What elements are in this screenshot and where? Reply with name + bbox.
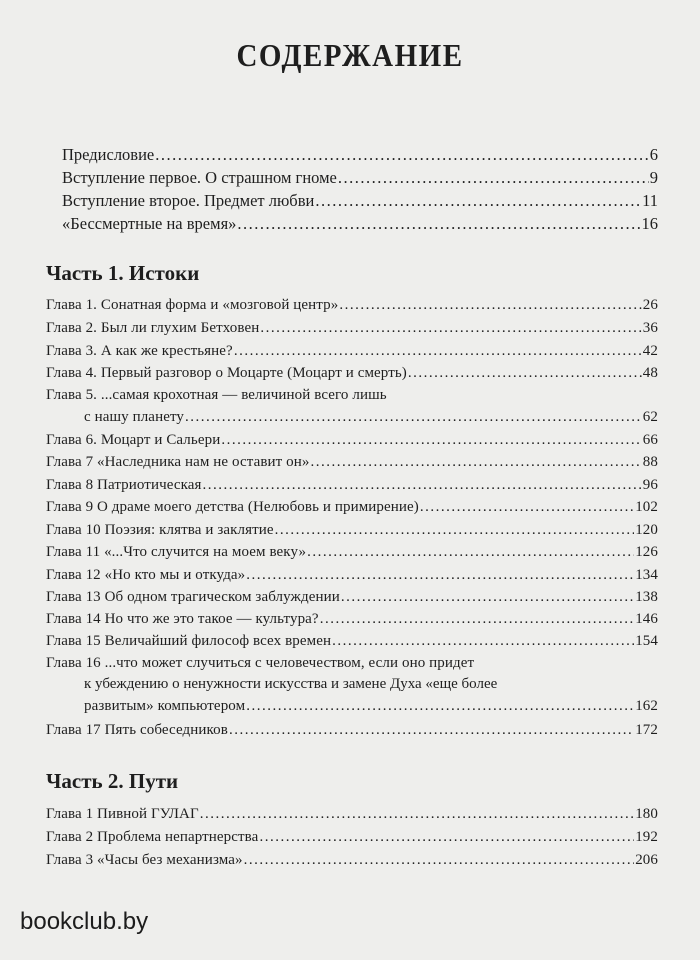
toc-entry xyxy=(46,365,658,387)
dot-leader xyxy=(320,611,634,628)
toc-entry-page: 62 xyxy=(642,409,658,425)
toc-entry xyxy=(46,829,658,851)
toc-entry xyxy=(46,633,658,655)
toc-entry-page: 6 xyxy=(649,145,658,164)
toc-entry xyxy=(46,454,658,476)
toc-entry xyxy=(84,409,658,431)
toc-entry-page: 162 xyxy=(635,698,658,714)
toc-entry-label: Глава 2. Был ли глухим Бетховен xyxy=(46,320,260,336)
toc-entry-page: 96 xyxy=(642,477,658,493)
toc-entry-label: Глава 1 Пивной ГУЛАГ xyxy=(46,806,199,822)
toc-entry xyxy=(46,611,658,633)
toc-entry-label: Глава 10 Поэзия: клятва и заклятие xyxy=(46,522,274,538)
toc-entry-label: Глава 12 «Но кто мы и откуда» xyxy=(46,567,246,583)
dot-leader xyxy=(408,365,642,382)
toc-entry-page: 42 xyxy=(642,343,658,359)
toc-entry xyxy=(46,499,658,521)
toc-entry-line xyxy=(46,387,658,409)
toc-entry-label: Глава 14 Но что же это такое — культура? xyxy=(46,611,319,627)
dot-leader xyxy=(332,633,634,650)
toc-entry-label: Глава 15 Величайший философ всех времен xyxy=(46,633,332,649)
dot-leader xyxy=(338,168,649,188)
toc-entry xyxy=(46,343,658,365)
dot-leader xyxy=(339,297,641,314)
toc-entry xyxy=(84,698,658,720)
dot-leader xyxy=(246,698,634,715)
toc-entry-page: 26 xyxy=(642,297,658,313)
toc-entry-label: Глава 7 «Наследника нам не оставит он» xyxy=(46,454,310,470)
dot-leader xyxy=(234,343,642,360)
toc-entry-page: 192 xyxy=(635,829,658,845)
toc-entry-label: Глава 5. ...самая крохотная — величиной всего лишь xyxy=(46,387,387,403)
toc-entry xyxy=(46,852,658,874)
toc-entry xyxy=(62,191,658,215)
toc-entry-label: Глава 4. Первый разговор о Моцарте (Моцарт и смерть) xyxy=(46,365,407,381)
toc-entry xyxy=(62,168,658,192)
dot-leader xyxy=(244,852,635,869)
toc-entry xyxy=(46,477,658,499)
toc-entry-page: 172 xyxy=(635,722,658,738)
toc-entry-continuation: с нашу планету xyxy=(84,409,185,425)
toc-entry-page: 206 xyxy=(635,852,658,868)
toc-entry xyxy=(62,214,658,238)
toc-entry xyxy=(46,320,658,342)
toc-entry-label: «Бессмертные на время» xyxy=(62,214,237,233)
toc-entry-continuation: развитым» компьютером xyxy=(84,698,246,714)
toc-entry-continuation: к убеждению о ненужности искусства и замене Духа «еще более xyxy=(84,676,498,692)
toc-entry xyxy=(46,544,658,566)
toc-entry-label: Глава 8 Патриотическая xyxy=(46,477,202,493)
toc-entry xyxy=(46,432,658,454)
toc-entry xyxy=(46,522,658,544)
toc-entry-page: 102 xyxy=(635,499,658,515)
toc-entry-label: Глава 9 О драме моего детства (Нелюбовь и примирение) xyxy=(46,499,419,515)
toc-entry-label: Глава 16 ...что может случиться с человечеством, если оно придет xyxy=(46,655,475,671)
toc-entry xyxy=(46,722,658,744)
watermark-text: bookclub.by xyxy=(20,908,149,935)
toc-entry-page: 120 xyxy=(635,522,658,538)
dot-leader xyxy=(229,722,634,739)
toc-entry-label: Глава 13 Об одном трагическом заблуждении xyxy=(46,589,340,605)
toc-entry-page: 16 xyxy=(641,214,658,233)
toc-entry-page: 88 xyxy=(642,454,658,470)
toc-entry-label: Глава 6. Моцарт и Сальери xyxy=(46,432,221,448)
toc-entry-label: Глава 2 Проблема непартнерства xyxy=(46,829,259,845)
dot-leader xyxy=(307,544,634,561)
toc-entry-page: 138 xyxy=(635,589,658,605)
dot-leader xyxy=(260,320,641,337)
toc-entry-page: 180 xyxy=(635,806,658,822)
dot-leader xyxy=(315,191,641,211)
dot-leader xyxy=(200,806,634,823)
toc-entry-label: Вступление первое. О страшном гноме xyxy=(62,168,337,187)
dot-leader xyxy=(221,432,641,449)
toc-entry-label: Глава 1. Сонатная форма и «мозговой центр» xyxy=(46,297,339,313)
toc-entry-page: 66 xyxy=(642,432,658,448)
toc-entry-page: 154 xyxy=(635,633,658,649)
page-title: СОДЕРЖАНИЕ xyxy=(236,38,464,74)
toc-entry xyxy=(46,806,658,828)
toc-entry-page: 9 xyxy=(649,168,658,187)
toc-entry-page: 36 xyxy=(642,320,658,336)
dot-leader xyxy=(246,567,634,584)
toc-entry-label: Предисловие xyxy=(62,145,155,164)
toc-entry-page: 134 xyxy=(635,567,658,583)
dot-leader xyxy=(155,145,649,165)
dot-leader xyxy=(203,477,642,494)
dot-leader xyxy=(237,214,640,234)
dot-leader xyxy=(275,522,635,539)
dot-leader xyxy=(259,829,634,846)
toc-entry-page: 146 xyxy=(635,611,658,627)
part-heading: Часть 1. Истоки xyxy=(46,261,200,285)
toc-entry xyxy=(62,145,658,169)
toc-entry-page: 11 xyxy=(642,191,658,210)
toc-entry-label: Глава 11 «...Что случится на моем веку» xyxy=(46,544,307,560)
toc-entry xyxy=(46,567,658,589)
part-heading: Часть 2. Пути xyxy=(46,769,179,793)
toc-entry-label: Глава 3 «Часы без механизма» xyxy=(46,852,243,868)
toc-entry-label: Вступление второе. Предмет любви xyxy=(62,191,315,210)
toc-entry-page: 48 xyxy=(642,365,658,381)
dot-leader xyxy=(341,589,634,606)
dot-leader xyxy=(185,409,642,426)
toc-entry xyxy=(46,589,658,611)
dot-leader xyxy=(311,454,642,471)
toc-entry xyxy=(46,297,658,319)
toc-entry-label: Глава 17 Пять собеседников xyxy=(46,722,228,738)
toc-entry-page: 126 xyxy=(635,544,658,560)
dot-leader xyxy=(420,499,634,516)
toc-entry-label: Глава 3. А как же крестьяне? xyxy=(46,343,233,359)
toc-entry-line xyxy=(46,655,658,677)
